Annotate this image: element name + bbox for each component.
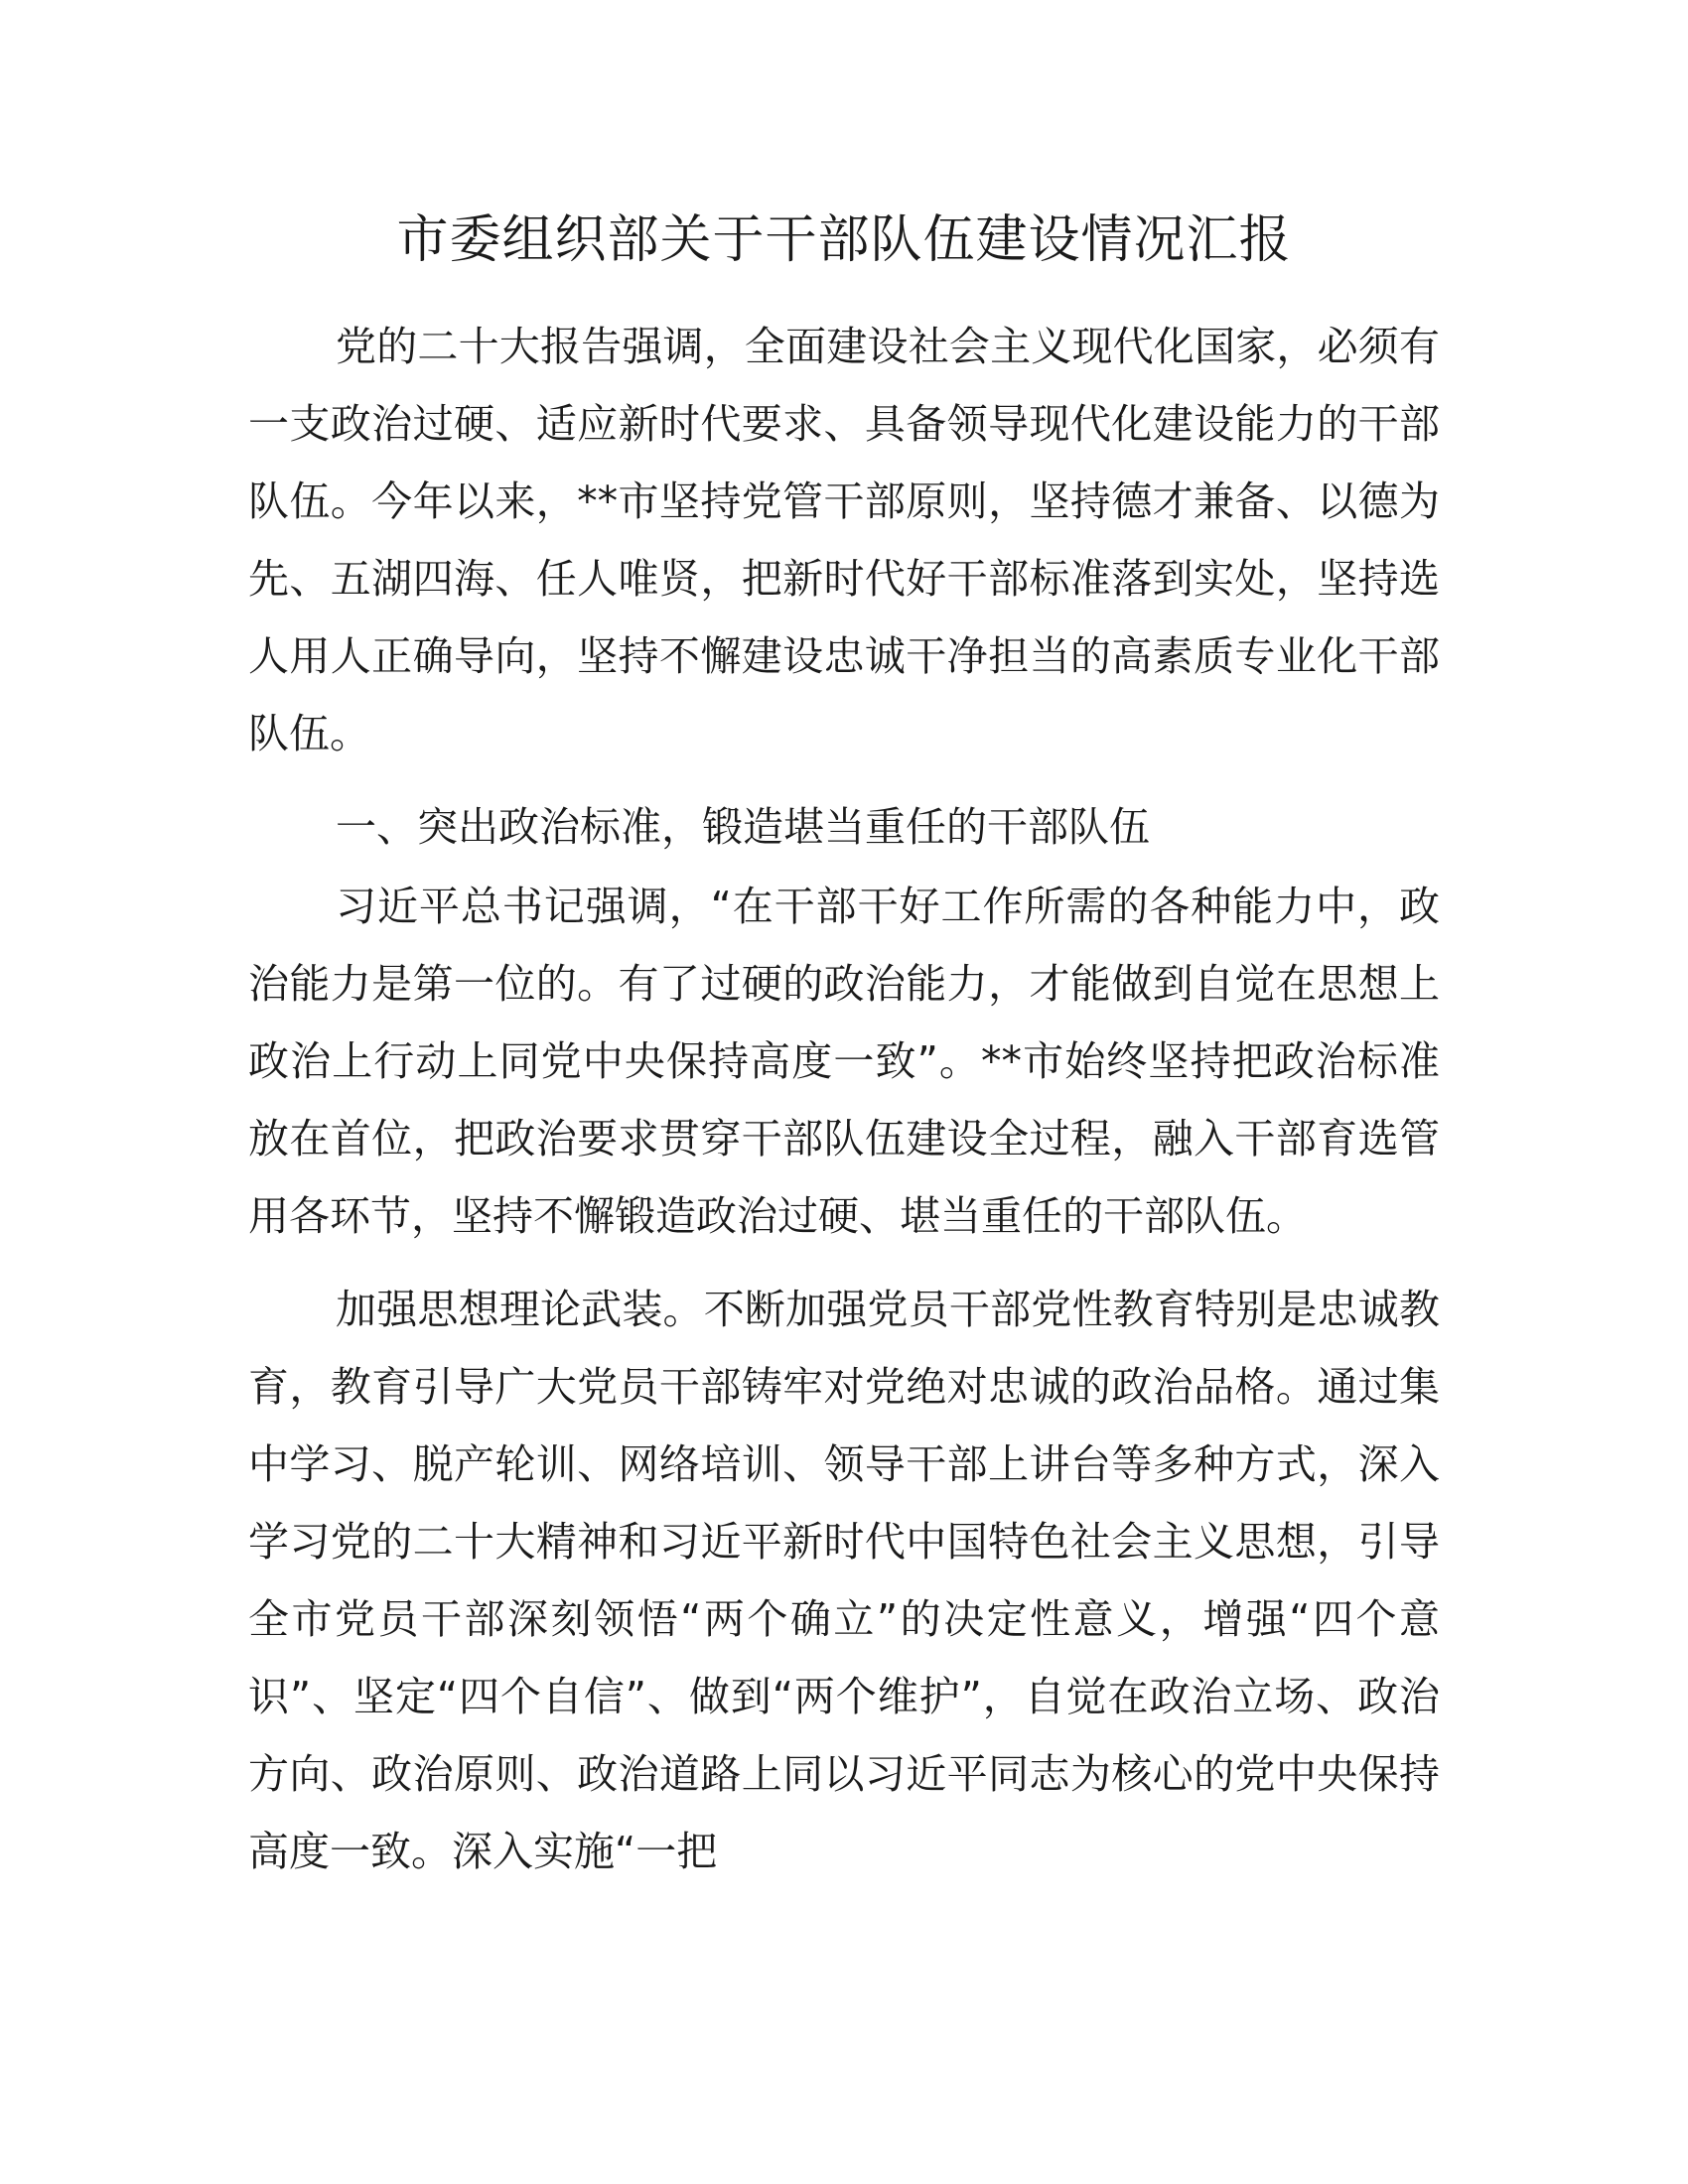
document-title: 市委组织部关于干部队伍建设情况汇报: [396, 210, 1292, 270]
intro-paragraph: 党的二十大报告强调，全面建设社会主义现代化国家，必须有一支政治过硬、适应新时代要求、具备领导现代化建设能力的干部队伍。今年以来，**市坚持党管干部原则，坚持德才兼备、以德为先、五湖四海、任人唯贤，把新时代好干部标准落到实处，坚持选人用人正确导向，坚持不懈建设忠诚干净担当的高素质专业化干部队伍。: [248, 323, 1440, 757]
section-heading-1: 一、突出政治标准，锻造堪当重任的干部队伍: [336, 803, 1150, 851]
theory-arming-paragraph: 加强思想理论武装。不断加强党员干部党性教育特别是忠诚教育，教育引导广大党员干部铸牢对党绝对忠诚的政治品格。通过集中学习、脱产轮训、网络培训、领导干部上讲台等多种方式，深入学习党的二十大精神和习近平新时代中国特色社会主义思想，引导全市党员干部深刻领悟“两个确立”的决定性意义，增强“四个意识”、坚定“四个自信”、做到“两个维护”，自觉在政治立场、政治方向、政治原则、政治道路上同以习近平同志为核心的党中央保持高度一致。深入实施“一把: [248, 1286, 1440, 1875]
document-page: [248, 195, 1440, 1890]
section-1-paragraph: 习近平总书记强调，“在干部干好工作所需的各种能力中，政治能力是第一位的。有了过硬的政治能力，才能做到自觉在思想上政治上行动上同党中央保持高度一致”。**市始终坚持把政治标准放在首位，把政治要求贯穿干部队伍建设全过程，融入干部育选管用各环节，坚持不懈锻造政治过硬、堪当重任的干部队伍。: [248, 883, 1440, 1240]
